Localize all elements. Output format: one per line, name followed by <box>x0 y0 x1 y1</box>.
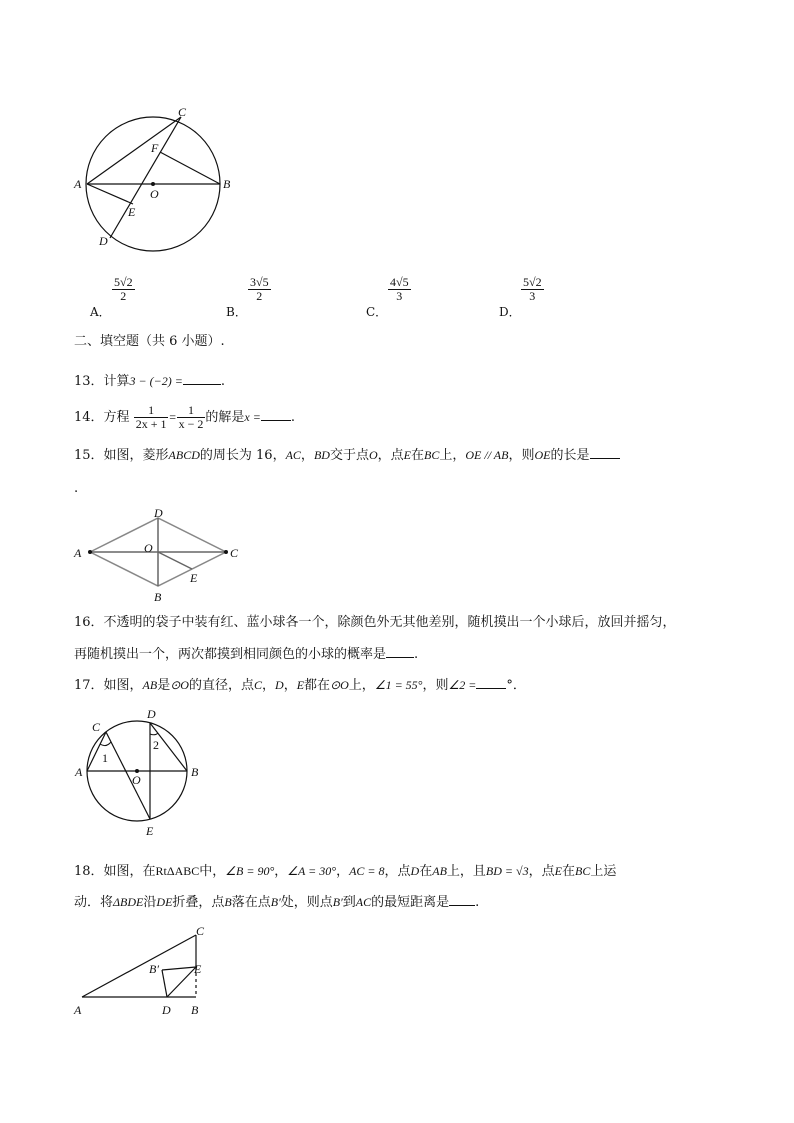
option-c-value: $\frac{4√5}{3}$ <box>390 275 409 303</box>
option-d-letter: D． <box>499 305 521 319</box>
q13-answer-blank[interactable] <box>183 372 221 385</box>
figure-rhombus <box>70 504 250 604</box>
segment-db-prime <box>162 970 167 997</box>
label-f: F <box>151 141 159 155</box>
q18-answer-blank[interactable] <box>449 893 475 906</box>
q16-answer-blank[interactable] <box>386 645 414 658</box>
angle-2-arc <box>150 733 158 735</box>
label-e: E <box>194 962 202 976</box>
question-15: 15．如图，菱形ABCD的周长为 16，AC，BD交于点O，点E在BC上，OE // AB，则OE的长是 <box>74 446 620 465</box>
segment-oe <box>158 552 192 569</box>
label-c: C <box>196 924 205 938</box>
chord-ac <box>87 117 181 184</box>
figure-circle-chords <box>70 100 240 260</box>
segment-ae <box>87 184 133 204</box>
figure-right-triangle <box>70 922 220 1020</box>
question-16-line1: 16．不透明的袋子中装有红、蓝小球各一个，除颜色外无其他差别，随机摸出一个小球后，放回并摇匀， <box>74 615 676 630</box>
question-18-line2: 动．将ΔBDE沿DE折叠，点B落在点B′处，则点B′到AC的最短距离是 . <box>74 895 480 910</box>
question-16-line2: 再随机摸出一个，两次都摸到相同颜色的小球的概率是 . <box>74 647 419 662</box>
segment-fb <box>160 152 220 184</box>
label-angle-2: 2 <box>153 738 159 752</box>
label-o: O <box>150 187 159 201</box>
point-a <box>88 550 92 554</box>
label-e: E <box>146 824 154 838</box>
label-a: A <box>74 1003 82 1017</box>
label-e: E <box>128 205 136 219</box>
label-a: A <box>75 765 83 779</box>
label-e: E <box>190 571 198 585</box>
label-a: A <box>74 546 82 560</box>
chord-cd <box>110 117 181 238</box>
option-b-letter: B． <box>226 305 247 319</box>
label-c: C <box>230 546 239 560</box>
question-15-line2: . <box>74 481 79 496</box>
option-b-value: $\frac{3√5}{2}$ <box>250 275 269 303</box>
chord-ce <box>106 732 150 819</box>
label-b: B <box>191 1003 199 1017</box>
q17-answer-blank[interactable] <box>476 676 506 689</box>
option-d-value: $\frac{5√2}{3}$ <box>523 275 542 303</box>
label-d: D <box>147 707 156 721</box>
label-a: A <box>74 177 82 191</box>
option-a-letter: A． <box>90 305 111 319</box>
question-17: 17．如图，AB是⊙O的直径，点C，D，E都在⊙O上，∠1 = 55°，则∠2 = °． <box>74 678 526 693</box>
label-angle-1: 1 <box>102 751 108 765</box>
label-o: O <box>144 541 153 555</box>
label-d: D <box>162 1003 171 1017</box>
question-13: 13．计算3 − (−2) = . <box>74 374 225 389</box>
center-point <box>151 182 155 186</box>
question-14: 14．方程 $\frac{1}{2x + 1}$ = $\frac{1}{x - 2}$ 的解是x = . <box>74 403 295 431</box>
label-c: C <box>92 720 101 734</box>
option-c-letter: C． <box>366 305 388 319</box>
label-b: B <box>223 177 231 191</box>
question-18-line1: 18．如图，在RtΔABC中，∠B = 90°，∠A = 30°，AC = 8，点D在AB上，且BD = √3，点E在BC上运 <box>74 864 617 879</box>
side-ac <box>82 935 196 997</box>
segment-de <box>167 967 196 997</box>
label-b-prime: B′ <box>149 962 159 976</box>
section-title: 二、填空题（共 6 小题）. <box>74 334 225 349</box>
label-d: D <box>154 506 163 520</box>
label-b: B <box>191 765 199 779</box>
q14-answer-blank[interactable] <box>261 408 291 421</box>
option-a-value: $\frac{5√2}{2}$ <box>114 275 133 303</box>
q15-answer-blank[interactable] <box>590 446 620 459</box>
label-c: C <box>178 105 187 119</box>
point-c <box>224 550 228 554</box>
segment-b-prime-e <box>162 967 196 970</box>
angle-1-arc <box>100 742 111 746</box>
label-o: O <box>132 773 141 787</box>
label-b: B <box>154 590 162 604</box>
label-d: D <box>99 234 108 248</box>
figure-circle-angles <box>70 702 210 840</box>
